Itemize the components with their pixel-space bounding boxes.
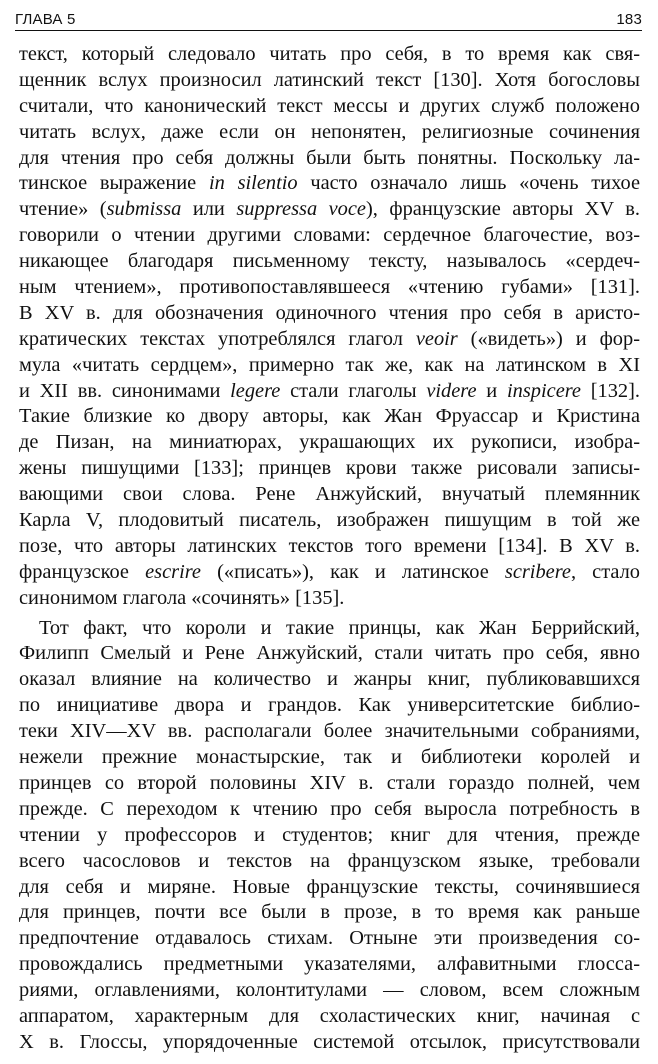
text-segment: принцев со второй половины XIV в. стали гораздо полней, чем [19, 771, 640, 794]
text-line [19, 978, 640, 1004]
text-line [19, 68, 640, 94]
text-segment: Тот факт, что короли и такие принцы, как Жан Беррийский, [39, 616, 640, 639]
text-line [19, 379, 640, 405]
text-line [19, 641, 640, 667]
text-line [19, 875, 640, 901]
text-segment: для себя и миряне. Новые французские тексты, сочинявшиеся [19, 875, 640, 898]
text-segment: Карла V, плодовитый писатель, изображен пишущим в той же [19, 509, 640, 532]
text-segment: говорили о чтении другими словами: сердечное благочестие, воз- [19, 224, 640, 247]
italic-term: escrire [145, 560, 201, 583]
text-line [19, 719, 640, 745]
chapter-title: ГЛАВА 5 [15, 11, 76, 28]
text-line [19, 560, 640, 586]
text-line [19, 952, 640, 978]
text-line [19, 353, 640, 379]
text-segment: [132]. [580, 379, 641, 402]
text-line [19, 797, 640, 823]
text-line [19, 586, 640, 612]
text-line [19, 667, 640, 693]
text-line [19, 508, 640, 534]
text-line [19, 849, 640, 875]
text-segment: В XV в. для обозначения одиночного чтения про себя в аристо- [19, 301, 640, 324]
paragraph [19, 616, 640, 1056]
text-line [19, 926, 640, 952]
text-line [19, 197, 640, 223]
text-line [19, 430, 640, 456]
text-line [19, 301, 640, 327]
text-segment: («писать»), как и латинское [200, 560, 505, 583]
text-line [19, 327, 640, 353]
italic-term: legere [230, 379, 281, 402]
text-segment: часто означало лишь «очень тихое [297, 172, 641, 195]
text-line [19, 94, 640, 120]
text-segment: провождались предметными указателями, алфавитными глосса- [19, 953, 640, 976]
text-segment: стали глаголы [280, 379, 427, 402]
text-line [19, 249, 640, 275]
text-segment: никающее благодаря письменному тексту, называлось «сердеч- [19, 250, 640, 273]
italic-term: videre [426, 379, 477, 402]
text-line [19, 456, 640, 482]
text-segment: по инициативе двора и грандов. Как университетские библио- [19, 694, 640, 717]
text-segment: щенник вслух произносил латинский текст [130]. Хотя богословы [19, 68, 640, 91]
text-segment: и XII вв. синонимами [19, 379, 231, 402]
text-segment: Такие близкие ко двору авторы, как Жан Фруассар и Кристина [19, 405, 640, 428]
italic-term: suppressa voce [236, 198, 366, 221]
text-segment: для чтения про себя должны были быть понятны. Поскольку ла- [19, 146, 640, 169]
text-segment: мула «читать сердцем», примерно так же, как на латинском в XI [19, 353, 640, 376]
text-segment: ), французские авторы XV в. [365, 198, 640, 221]
text-line [19, 482, 640, 508]
text-segment: вающими свои слова. Рене Анжуйский, внучатый племянник [19, 483, 640, 506]
text-segment: позе, что авторы латинских текстов того времени [134]. В XV в. [19, 534, 640, 557]
italic-term: scribere [504, 560, 571, 583]
text-segment: считали, что канонический текст мессы и других служб положено [19, 94, 640, 117]
text-line [19, 223, 640, 249]
text-segment: читать вслух, даже если он непонятен, религиозные сочинения [19, 120, 640, 143]
italic-term: veoir [415, 327, 458, 350]
italic-term: submissa [106, 198, 182, 221]
text-segment: текст, который следовало читать про себя, в то время как свя- [19, 43, 640, 65]
paragraph [19, 42, 640, 612]
text-segment: аппаратом, характерным для схоластических книг, начиная с [19, 1004, 640, 1027]
text-line [19, 404, 640, 430]
text-segment: чтение» ( [19, 198, 107, 221]
text-line [19, 823, 640, 849]
text-line [19, 275, 640, 301]
text-line [19, 693, 640, 719]
text-line [19, 146, 640, 172]
page-number: 183 [616, 11, 642, 28]
text-segment: французское [19, 560, 146, 583]
text-segment: Филипп Смелый и Рене Анжуйский, стали читать про себя, явно [19, 642, 640, 665]
text-line [19, 900, 640, 926]
text-segment: предпочтение отдавалось стихам. Отныне эти произведения со- [19, 927, 640, 950]
text-segment: де Пизан, на миниатюрах, украшающих их рукописи, изобра- [19, 431, 640, 454]
italic-term: inspicere [506, 379, 581, 402]
text-line [19, 1004, 640, 1030]
body-text [19, 42, 640, 1056]
text-segment: для принцев, почти все были в прозе, в то время как раньше [19, 901, 640, 924]
text-segment: всего часословов и текстов на французском языке, требовали [19, 849, 640, 872]
text-segment: прежде. С переходом к чтению про себя выросла потребность в [19, 797, 640, 820]
text-line [19, 534, 640, 560]
text-segment: и [476, 379, 507, 402]
text-line [19, 745, 640, 771]
text-line [19, 42, 640, 68]
running-header [15, 10, 642, 31]
text-segment: , стало [570, 560, 640, 583]
text-line [19, 120, 640, 146]
text-segment: теки XIV—XV вв. располагали более значительными собраниями, [19, 720, 640, 743]
text-segment: оказал влияние на количество и жанры книг, публиковавшихся [19, 668, 640, 691]
text-segment: риями, оглавлениями, колонтитулами — словом, всем сложным [19, 979, 640, 1002]
text-segment: или [181, 198, 237, 221]
text-segment: X в. Глоссы, упорядоченные системой отсылок, присутствовали [19, 1030, 640, 1053]
text-segment: нежели прежние монастырские, так и библиотеки королей и [19, 746, 640, 769]
text-segment: жены пишущими [133]; принцев крови также рисовали записы- [19, 457, 640, 480]
text-line [19, 171, 640, 197]
text-line [19, 1030, 640, 1056]
text-segment: кратических текстах употреблялся глагол [19, 327, 416, 350]
text-segment: тинское выражение [19, 172, 209, 195]
text-line [19, 771, 640, 797]
text-segment: ным чтением», противопоставлявшееся «чтению губами» [131]. [19, 276, 640, 299]
text-segment: чтении у профессоров и студентов; книг для чтения, прежде [19, 823, 640, 846]
text-segment: («видеть») и фор- [457, 327, 640, 350]
text-line [19, 616, 640, 642]
text-segment: синонимом глагола «сочинять» [135]. [19, 586, 345, 609]
italic-term: in silentio [208, 172, 298, 195]
